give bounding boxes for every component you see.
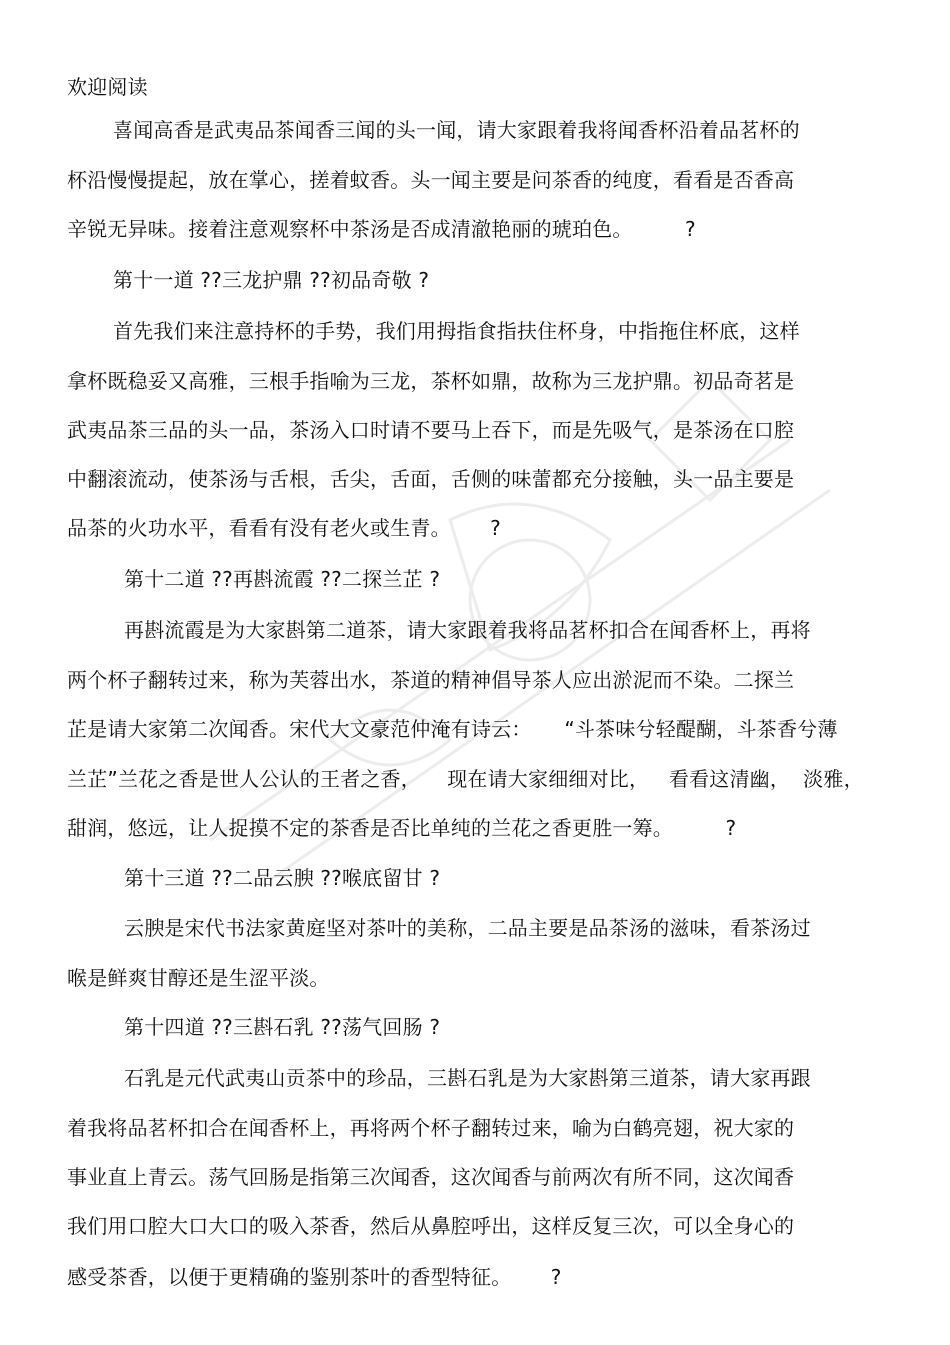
section-heading: 第十二道 ??再斟流霞 ??二探兰芷 ? xyxy=(124,567,441,591)
paragraph-line: 石乳是元代武夷山贡茶中的珍品，三斟石乳是为大家斟第三道茶，请大家再跟 xyxy=(124,1066,811,1090)
paragraph-line: 感受茶香，以便于更精确的鉴别茶叶的香型特征。 ? xyxy=(67,1265,562,1289)
paragraph-line: 武夷品茶三品的头一品，茶汤入口时请不要马上吞下，而是先吸气，是茶汤在口腔 xyxy=(67,418,795,442)
paragraph-line: 喜闻高香是武夷品茶闻香三闻的头一闻，请大家跟着我将闻香杯沿着品茗杯的 xyxy=(113,118,800,142)
paragraph-line: 杯沿慢慢提起，放在掌心，搓着蚊香。头一闻主要是问茶香的纯度，看看是否香高 xyxy=(67,168,795,192)
section-heading: 第十三道 ??二品云腴 ??喉底留甘 ? xyxy=(124,866,441,890)
paragraph-line: 中翻滚流动，使茶汤与舌根，舌尖，舌面，舌侧的味蕾都充分接触，头一品主要是 xyxy=(67,467,795,491)
paragraph-line: 芷是请大家第二次闻香。宋代大文豪范仲淹有诗云： “斗茶味兮轻醍醐，斗茶香兮薄 xyxy=(67,717,838,741)
paragraph-line: 甜润，悠远，让人捉摸不定的茶香是否比单纯的兰花之香更胜一筹。 ? xyxy=(67,816,737,840)
section-heading: 第十四道 ??三斟石乳 ??荡气回肠 ? xyxy=(124,1015,441,1039)
paragraph-line: 拿杯既稳妥又高雅，三根手指喻为三龙，茶杯如鼎，故称为三龙护鼎。初品奇茗是 xyxy=(67,369,795,393)
paragraph-line: 兰芷”兰花之香是世人公认的王者之香， 现在请大家细细对比， 看看这清幽， 淡雅， xyxy=(67,767,864,791)
paragraph-line: 云腴是宋代书法家黄庭坚对茶叶的美称，二品主要是品茶汤的滋味，看茶汤过 xyxy=(124,916,811,940)
paragraph-line: 我们用口腔大口大口的吸入茶香，然后从鼻腔呼出，这样反复三次，可以全身心的 xyxy=(67,1214,795,1238)
paragraph-line: 着我将品茗杯扣合在闻香杯上，再将两个杯子翻转过来，喻为白鹤亮翅，祝大家的 xyxy=(67,1116,795,1140)
paragraph-line: 喉是鲜爽甘醇还是生涩平淡。 xyxy=(67,966,330,990)
paragraph-line: 品茶的火功水平，看看有没有老火或生青。 ? xyxy=(67,516,501,540)
paragraph-line: 首先我们来注意持杯的手势，我们用拇指食指扶住杯身，中指拖住杯底，这样 xyxy=(113,319,800,343)
section-heading: 第十一道 ??三龙护鼎 ??初品奇敬 ? xyxy=(113,268,430,292)
paragraph-line: 事业直上青云。荡气回肠是指第三次闻香，这次闻香与前两次有所不同，这次闻香 xyxy=(67,1165,795,1189)
header-label: 欢迎阅读 xyxy=(67,75,148,99)
paragraph-line: 再斟流霞是为大家斟第二道茶，请大家跟着我将品茗杯扣合在闻香杯上，再将 xyxy=(124,618,811,642)
paragraph-line: 辛锐无异味。接着注意观察杯中茶汤是否成清澈艳丽的琥珀色。 ? xyxy=(67,217,696,241)
paragraph-line: 两个杯子翻转过来，称为芙蓉出水，茶道的精神倡导茶人应出淤泥而不染。二探兰 xyxy=(67,668,795,692)
